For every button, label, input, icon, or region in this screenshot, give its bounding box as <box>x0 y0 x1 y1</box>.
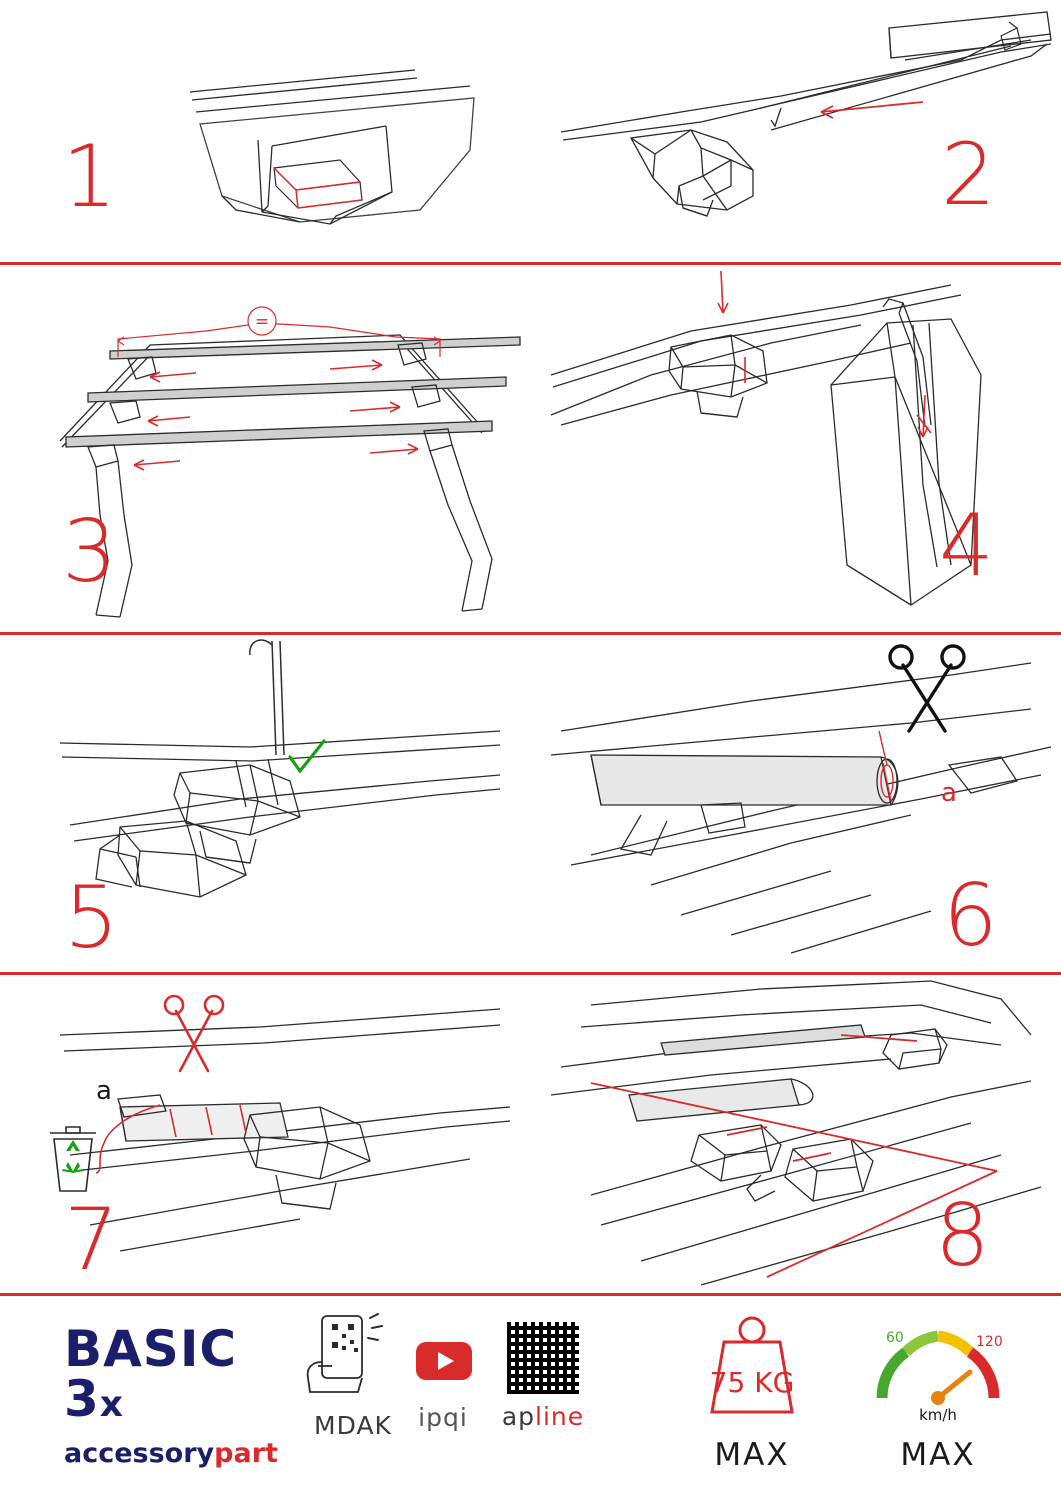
svg-text:=: = <box>254 312 270 332</box>
step-number-2: 2 <box>941 125 994 225</box>
step-panel-3 <box>0 265 530 632</box>
mdak-a: A <box>356 1411 375 1440</box>
step-number-4: 4 <box>939 496 992 596</box>
logo-mdak-caption <box>298 1411 408 1440</box>
max-speed-block <box>858 1302 1018 1473</box>
qr-code-icon <box>507 1322 579 1394</box>
speed-tick-low: 60 <box>886 1330 904 1346</box>
label-a-step6: a <box>941 778 957 808</box>
step-number-8: 8 <box>935 1186 988 1286</box>
max-load-block <box>672 1306 832 1473</box>
weight-icon <box>672 1306 832 1426</box>
step-panel-8 <box>531 975 1061 1293</box>
speed-tick-high: 120 <box>976 1334 1003 1350</box>
brand-basic-text: BASIC 3 <box>64 1320 238 1428</box>
logo-ipqi-caption: ipqi <box>418 1403 468 1432</box>
brand-basic-title <box>64 1320 294 1428</box>
logo-apline[interactable] <box>488 1322 598 1431</box>
brand-basic-suffix: x <box>99 1384 125 1425</box>
step-number-6: 6 <box>943 866 996 966</box>
step-number-5: 5 <box>64 868 117 968</box>
youtube-icon <box>398 1332 488 1390</box>
max-load-value: 75 KG <box>709 1366 795 1399</box>
brand-block <box>64 1320 294 1469</box>
hand-phone-qr-icon <box>298 1312 408 1398</box>
logo-mdak[interactable] <box>298 1312 408 1440</box>
brand-part-text: part <box>214 1438 278 1469</box>
max-load-label: MAX <box>714 1437 790 1473</box>
step-panel-7 <box>0 975 530 1293</box>
step-number-3: 3 <box>62 502 115 602</box>
apline-ap: ap <box>501 1402 536 1431</box>
step-panel-1 <box>0 0 530 262</box>
speedometer-icon <box>858 1302 1018 1426</box>
mdak-md: MD <box>314 1411 357 1440</box>
footer <box>0 1296 1061 1500</box>
logo-ipqi[interactable] <box>398 1332 488 1432</box>
logo-apline-caption <box>488 1402 598 1431</box>
brand-accessory-text: accessory <box>64 1438 215 1469</box>
max-speed-label: MAX <box>900 1437 976 1473</box>
step-panel-6 <box>531 635 1061 972</box>
label-a-step7: a <box>96 1076 112 1106</box>
speed-unit: km/h <box>919 1406 957 1424</box>
step-panel-5 <box>0 635 530 972</box>
brand-accessorypart <box>64 1440 294 1467</box>
mdak-k: K <box>374 1411 392 1440</box>
step-panel-2 <box>531 0 1061 262</box>
step-number-7: 7 <box>64 1190 117 1290</box>
step-panel-4 <box>531 265 1061 632</box>
step-number-1: 1 <box>62 127 115 227</box>
apline-line: line <box>535 1402 585 1431</box>
